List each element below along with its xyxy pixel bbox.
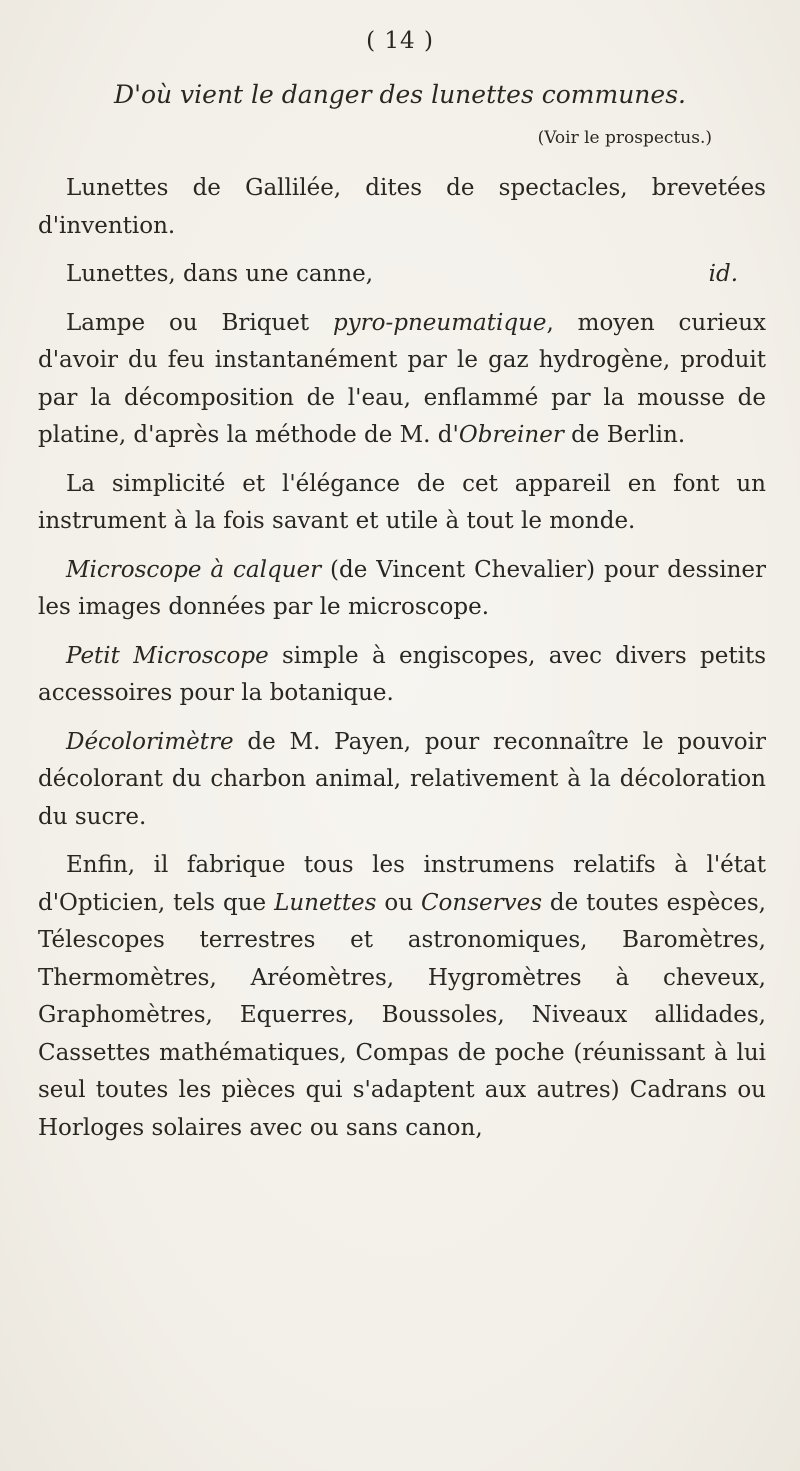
text-run: ou [376,889,421,916]
idem-tag: id. [708,261,738,287]
text-run: (de Vincent Chevalier) pour dessiner les images données par le microscope. [38,556,767,620]
paragraph-simplicite: La simplicité et l'élégance de cet appareil en font un instrument à la fois savant et utile à tout le monde. [38,470,766,534]
paragraph-lunettes-canne [38,256,766,294]
page-number: ( 14 ) [366,28,434,54]
text-run: simple à engiscopes, avec divers petits accessoires pour la botanique. [38,642,767,706]
prospectus-reference: (Voir le prospectus.) [537,128,712,148]
paragraph-instruments [38,847,766,1147]
italic-run: Petit Microscope [66,642,269,669]
body-text [38,170,766,1158]
italic-run: Microscope à calquer [66,556,322,583]
paragraph-microscope-calquer [38,552,766,627]
section-heading: D'où vient le danger des lunettes communes. [114,80,686,109]
italic-run: Décolorimètre [66,728,234,755]
italic-run: pyro-pneumatique [332,309,547,336]
text-run: de Berlin. [563,422,686,448]
text-run: Enfin, il fabrique tous les instrumens relatifs à l'état d'Opticien, tels que [38,852,766,916]
text-run: de M. Payen, pour reconnaître le pouvoir décolorant du charbon animal, relativement à la décoloration du sucre. [38,728,766,830]
text-run: , moyen curieux d'avoir du feu instantanément par le gaz hydrogène, produit par la décomposition de l'eau, enflammé par la mousse de platine, d'après la méthode de M. d' [38,309,766,448]
paragraph-petit-microscope [38,638,766,713]
italic-run: Obreiner [458,422,564,448]
text-run: de toutes espèces, Télescopes terrestres et astronomiques, Baromètres, Thermomètres, Aréomètres, Hygromètres à cheveux, Graphomètres, Equerres, Boussoles, Niveaux allidades, Cassettes mathématiques, Compas de poche (réunissant à lui seul toutes les pièces qui s'adaptent aux autres) Cadrans ou Horloges solaires avec ou sans canon, [38,889,766,1141]
text-run: Lampe ou Briquet [66,309,333,336]
paragraph-decolorimetre [38,724,766,837]
paragraph-lunettes-gallilee: Lunettes de Gallilée, dites de spectacles, brevetées d'invention. [38,175,766,239]
italic-run: Conserves [420,889,543,916]
paragraph-lampe-briquet [38,305,766,455]
italic-run: Lunettes [274,889,377,916]
paragraph-lunettes-canne-text: Lunettes, dans une canne, [66,261,374,287]
